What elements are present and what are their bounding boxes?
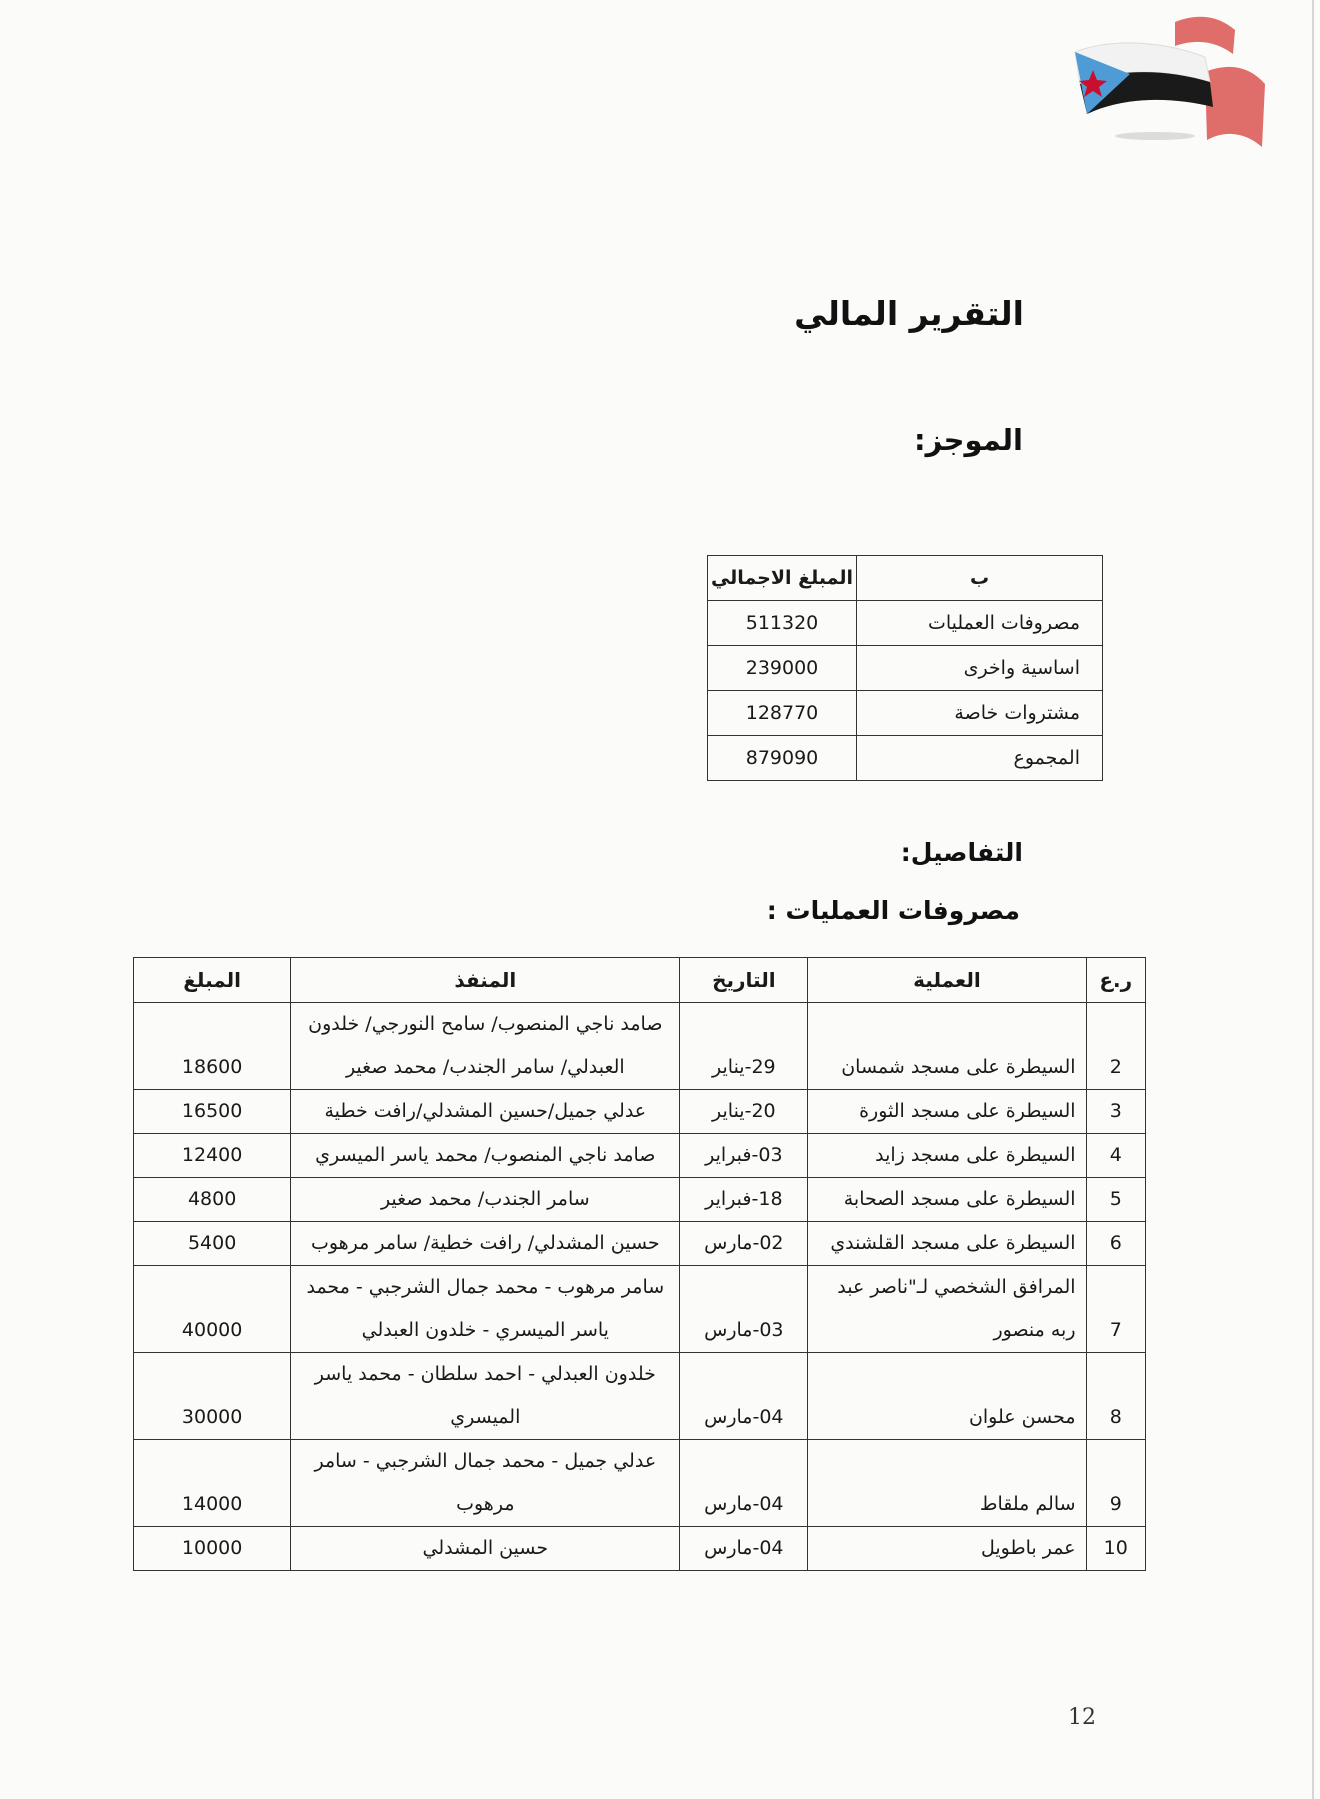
row-executor: حسين المشدلي/ رافت خطية/ سامر مرهوب <box>291 1222 680 1266</box>
table-row <box>134 1222 1146 1266</box>
row-operation: المرافق الشخصي لـ"ناصر عبد ربه منصور <box>808 1266 1086 1353</box>
row-amount: 10000 <box>134 1527 291 1571</box>
row-number: 6 <box>1086 1222 1145 1266</box>
row-date: 03-فبراير <box>680 1134 808 1178</box>
row-operation: السيطرة على مسجد زايد <box>808 1134 1086 1178</box>
row-amount: 30000 <box>134 1353 291 1440</box>
row-operation: السيطرة على مسجد الثورة <box>808 1090 1086 1134</box>
row-amount: 16500 <box>134 1090 291 1134</box>
summary-label-cell: المجموع <box>857 736 1103 781</box>
row-amount: 18600 <box>134 1003 291 1090</box>
row-date: 18-فبراير <box>680 1178 808 1222</box>
row-number: 10 <box>1086 1527 1145 1571</box>
row-amount: 40000 <box>134 1266 291 1353</box>
summary-header-row <box>708 556 1103 601</box>
row-number: 4 <box>1086 1134 1145 1178</box>
row-executor: حسين المشدلي <box>291 1527 680 1571</box>
summary-row <box>708 691 1103 736</box>
table-row <box>134 1527 1146 1571</box>
summary-amount-cell: 128770 <box>708 691 857 736</box>
row-operation: السيطرة على مسجد شمسان <box>808 1003 1086 1090</box>
row-number: 2 <box>1086 1003 1145 1090</box>
header-no: ر.ع <box>1086 958 1145 1003</box>
row-executor: خلدون العبدلي - احمد سلطان - محمد ياسر الميسري <box>291 1353 680 1440</box>
row-operation: عمر باطويل <box>808 1527 1086 1571</box>
details-heading: التفاصيل: <box>900 838 1023 867</box>
summary-label-cell: مشتروات خاصة <box>857 691 1103 736</box>
table-row <box>134 1003 1146 1090</box>
summary-row <box>708 601 1103 646</box>
summary-total-row <box>708 736 1103 781</box>
operations-header-row <box>134 958 1146 1003</box>
table-row <box>134 1134 1146 1178</box>
row-executor: سامر الجندب/ محمد صغير <box>291 1178 680 1222</box>
summary-amount-cell: 879090 <box>708 736 857 781</box>
flag-logo <box>1055 12 1270 152</box>
summary-header-amount: المبلغ الاجمالي <box>708 556 857 601</box>
table-row <box>134 1090 1146 1134</box>
row-number: 9 <box>1086 1440 1145 1527</box>
row-amount: 5400 <box>134 1222 291 1266</box>
page-number: 12 <box>1068 1705 1096 1730</box>
row-date: 03-مارس <box>680 1266 808 1353</box>
row-number: 7 <box>1086 1266 1145 1353</box>
row-date: 20-يناير <box>680 1090 808 1134</box>
operations-heading: مصروفات العمليات : <box>766 896 1020 925</box>
row-operation: السيطرة على مسجد الصحابة <box>808 1178 1086 1222</box>
row-amount: 12400 <box>134 1134 291 1178</box>
row-number: 5 <box>1086 1178 1145 1222</box>
row-amount: 4800 <box>134 1178 291 1222</box>
operations-table <box>133 957 1146 1571</box>
report-title: التقرير المالي <box>794 294 1024 333</box>
header-amount: المبلغ <box>134 958 291 1003</box>
row-operation: محسن علوان <box>808 1353 1086 1440</box>
summary-amount-cell: 239000 <box>708 646 857 691</box>
table-row <box>134 1178 1146 1222</box>
row-number: 8 <box>1086 1353 1145 1440</box>
summary-label-cell: مصروفات العمليات <box>857 601 1103 646</box>
row-executor: صامد ناجي المنصوب/ محمد ياسر الميسري <box>291 1134 680 1178</box>
table-row <box>134 1353 1146 1440</box>
summary-amount-cell: 511320 <box>708 601 857 646</box>
row-date: 02-مارس <box>680 1222 808 1266</box>
row-executor: عدلي جميل/حسين المشدلي/رافت خطية <box>291 1090 680 1134</box>
row-executor: عدلي جميل - محمد جمال الشرجبي - سامر مرهوب <box>291 1440 680 1527</box>
summary-heading: الموجز: <box>914 423 1023 457</box>
row-operation: السيطرة على مسجد القلشندي <box>808 1222 1086 1266</box>
header-date: التاريخ <box>680 958 808 1003</box>
summary-table <box>707 555 1103 781</box>
summary-row <box>708 646 1103 691</box>
row-operation: سالم ملقاط <box>808 1440 1086 1527</box>
row-date: 04-مارس <box>680 1440 808 1527</box>
row-executor: سامر مرهوب - محمد جمال الشرجبي - محمد ياسر الميسري - خلدون العبدلي <box>291 1266 680 1353</box>
page-edge <box>1312 0 1314 1799</box>
header-executor: المنفذ <box>291 958 680 1003</box>
row-amount: 14000 <box>134 1440 291 1527</box>
header-operation: العملية <box>808 958 1086 1003</box>
table-row <box>134 1266 1146 1353</box>
row-date: 04-مارس <box>680 1527 808 1571</box>
row-date: 29-يناير <box>680 1003 808 1090</box>
summary-label-cell: اساسية واخرى <box>857 646 1103 691</box>
row-date: 04-مارس <box>680 1353 808 1440</box>
summary-header-item: ب <box>857 556 1103 601</box>
row-executor: صامد ناجي المنصوب/ سامح النورجي/ خلدون العبدلي/ سامر الجندب/ محمد صغير <box>291 1003 680 1090</box>
row-number: 3 <box>1086 1090 1145 1134</box>
table-row <box>134 1440 1146 1527</box>
